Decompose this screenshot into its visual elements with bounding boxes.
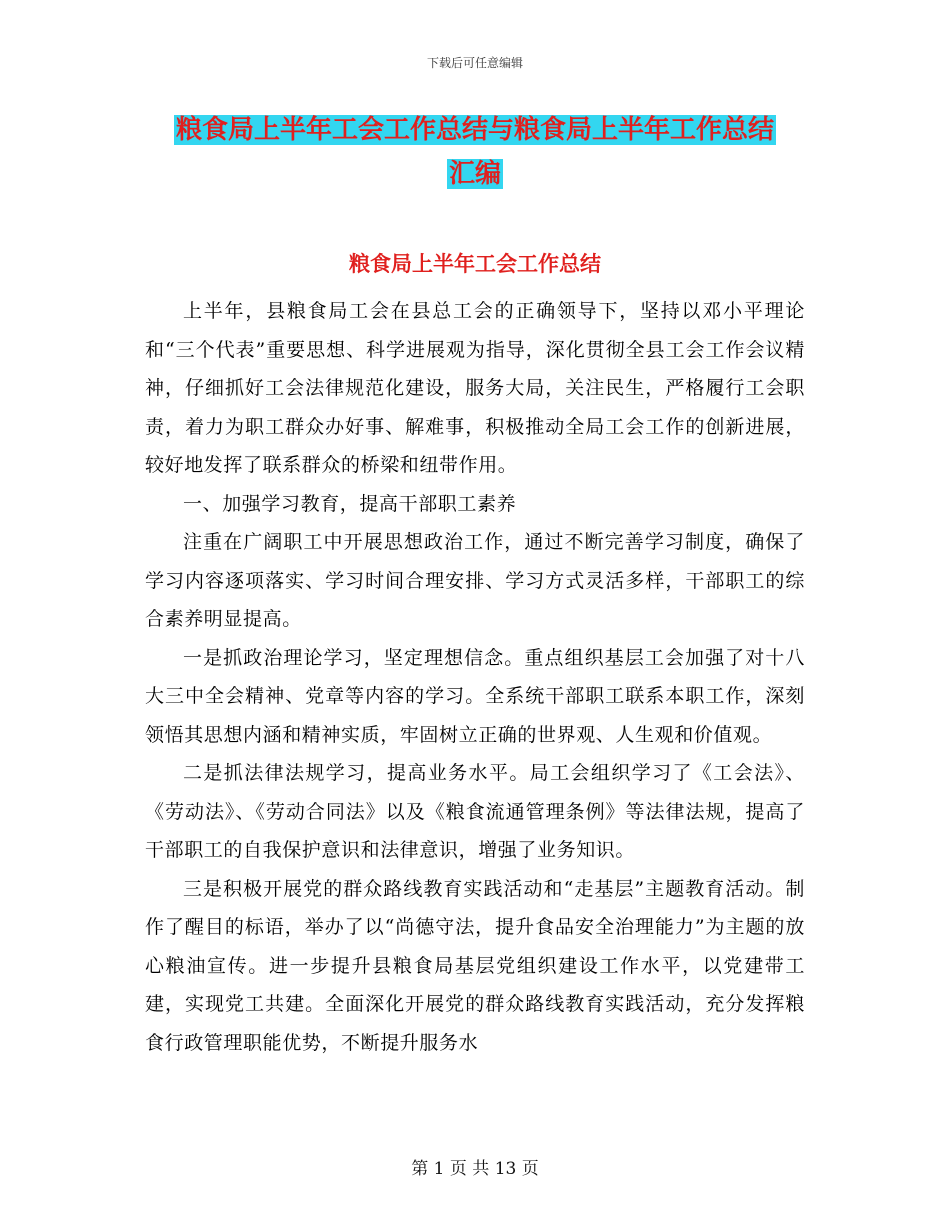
paragraph-5: 二是抓法律法规学习，提高业务水平。局工会组织学习了《工会法》、《劳动法》、《劳动合同法》以及《粮食流通管理条例》等法律法规，提高了干部职工的自我保护意识和法律意识，增强了业务知识。 bbox=[145, 762, 805, 861]
paragraph-2: 一、加强学习教育，提高干部职工素养 bbox=[183, 492, 517, 515]
document-title bbox=[0, 108, 950, 196]
paragraph-4: 一是抓政治理论学习，坚定理想信念。重点组织基层工会加强了对十八大三中全会精神、党章等内容的学习。全系统干部职工联系本职工作，深刻领悟其思想内涵和精神实质，牢固树立正确的世界观、人生观和价值观。 bbox=[145, 646, 805, 746]
section-title: 粮食局上半年工会工作总结 bbox=[349, 252, 601, 276]
document-title-line1: 粮食局上半年工会工作总结与粮食局上半年工作总结 bbox=[175, 115, 774, 145]
header-note: 下载后可任意编辑 bbox=[426, 56, 523, 70]
body-text bbox=[145, 292, 805, 1062]
paragraph-3: 注重在广阔职工中开展思想政治工作，通过不断完善学习制度，确保了学习内容逐项落实、学习时间合理安排、学习方式灵活多样，干部职工的综合素养明显提高。 bbox=[145, 531, 805, 630]
page-number: 第 1 页 共 13 页 bbox=[411, 1159, 539, 1179]
document-title-line2: 汇编 bbox=[448, 159, 501, 189]
paragraph-1: 上半年，县粮食局工会在县总工会的正确领导下，坚持以邓小平理论和“三个代表”重要思想、科学进展观为指导，深化贯彻全县工会工作会议精神，仔细抓好工会法律规范化建设，服务大局，关注民生，严格履行工会职责，着力为职工群众办好事、解难事，积极推动全局工会工作的创新进展，较好地发挥了联系群众的桥梁和纽带作用。 bbox=[145, 300, 805, 476]
paragraph-6: 三是积极开展党的群众路线教育实践活动和“走基层”主题教育活动。制作了醒目的标语，举办了以“尚德守法，提升食品安全治理能力”为主题的放心粮油宣传。进一步提升县粮食局基层党组织建设工作水平，以党建带工建，实现党工共建。全面深化开展党的群众路线教育实践活动，充分发挥粮食行政管理职能优势，不断提升服务水 bbox=[145, 877, 805, 1054]
